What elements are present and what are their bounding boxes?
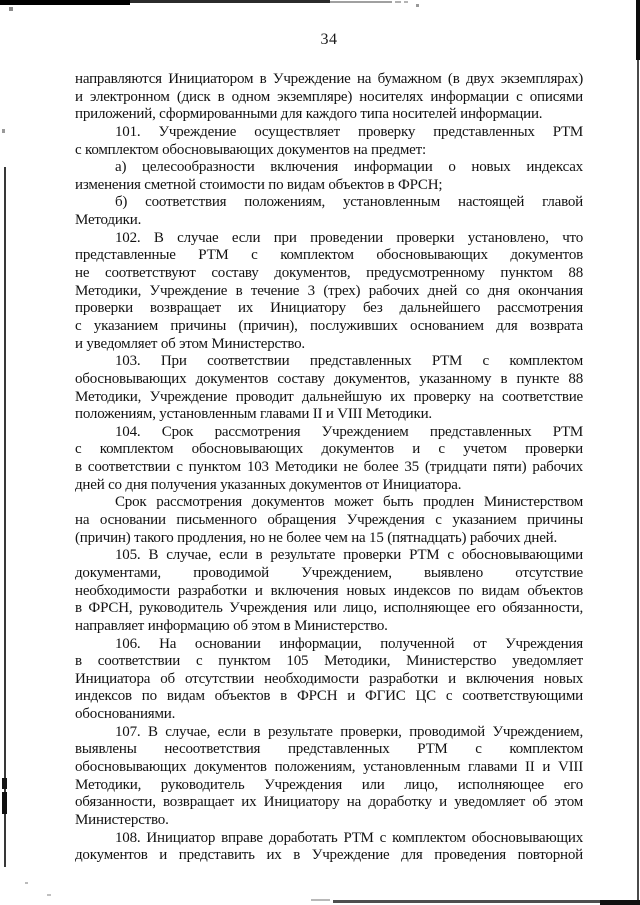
text-line: Министерство. bbox=[75, 811, 169, 828]
text-line: необходимости разработки и включения новых индексов по видам объектов bbox=[75, 582, 583, 599]
text-line: не соответствуют составу документов, предусмотренному пунктом 88 bbox=[75, 265, 583, 282]
text-line: (причин) такого продления, но не более чем на 15 (пятнадцать) рабочих дней. bbox=[75, 529, 558, 546]
paragraph bbox=[75, 71, 583, 124]
paragraph bbox=[75, 494, 583, 547]
paragraph bbox=[75, 353, 583, 424]
text-line: обосновывающих документов положениям, установленным главами II и VIII bbox=[75, 758, 583, 775]
scan-artifact-right-edge bbox=[637, 60, 639, 905]
text-line: в соответствии с пунктом 103 Методики не более 35 (тридцати пяти) рабочих bbox=[75, 459, 583, 476]
scan-artifact-speck bbox=[25, 882, 28, 884]
text-line: б) соответствия положениям, установленным настоящей главой bbox=[115, 194, 583, 211]
text-line: 105. В случае, если в результате проверки РТМ с обосновывающими bbox=[115, 547, 583, 564]
text-line: с указанием причины (причин), послуживших основанием для возврата bbox=[75, 317, 583, 334]
text-line: обосновывающих документов составу документов, указанному в пункте 88 bbox=[75, 370, 583, 387]
text-line: и электронном (диск в одном экземпляре) носителях информации с описями bbox=[75, 88, 583, 105]
text-line: Методики, Учреждение проводит дальнейшую их проверку на соответствие bbox=[75, 388, 583, 405]
scan-artifact-left-edge bbox=[4, 167, 6, 867]
scan-artifact-left-edge bbox=[2, 778, 7, 789]
scan-artifact-top-edge bbox=[130, 0, 330, 3]
text-line: 107. В случае, если в результате проверки, проводимой Учреждением, bbox=[115, 723, 583, 740]
text-line: направляет информацию об этом в Министерство. bbox=[75, 617, 388, 634]
scan-artifact-speck bbox=[416, 4, 419, 7]
text-line: Методики, Учреждение в течение 3 (трех) рабочих дней со дня окончания bbox=[75, 282, 583, 299]
text-line: с комплектом обосновывающих документов и с учетом проверки bbox=[75, 441, 583, 458]
text-line: 101. Учреждение осуществляет проверку представленных РТМ bbox=[115, 123, 583, 140]
paragraph bbox=[75, 424, 583, 495]
text-line: приложений, сформированными для каждого типа носителей информации. bbox=[75, 106, 543, 123]
scan-artifact-left-edge bbox=[2, 792, 7, 814]
paragraph bbox=[75, 830, 583, 865]
text-line: документов и представить их в Учреждение для проведения повторной bbox=[75, 847, 583, 864]
scan-artifact-speck bbox=[2, 129, 5, 133]
scan-artifact-bottom-edge bbox=[333, 900, 623, 903]
text-line: 104. Срок рассмотрения Учреждением представленных РТМ bbox=[115, 423, 583, 440]
text-line: в соответствии с пунктом 105 Методики, Министерство уведомляет bbox=[75, 653, 583, 670]
scan-artifact-top-edge bbox=[330, 1, 392, 3]
text-line: Методики, руководитель Учреждения или лицо, исполняющее его bbox=[75, 776, 583, 793]
text-line: направляются Инициатором в Учреждение на бумажном (в двух экземплярах) bbox=[75, 71, 583, 87]
scan-artifact-top-edge bbox=[404, 1, 408, 3]
paragraph bbox=[75, 230, 583, 353]
text-line: дней со дня получения указанных документов от Инициатора. bbox=[75, 476, 462, 493]
scan-artifact-top-edge bbox=[0, 0, 130, 5]
paragraph bbox=[75, 159, 583, 194]
paragraph bbox=[75, 124, 583, 159]
text-line: Срок рассмотрения документов может быть продлен Министерством bbox=[115, 494, 583, 511]
text-line: с комплектом обосновывающих документов на предмет: bbox=[75, 141, 426, 158]
text-line: Инициатора об отсутствии необходимости разработки и включения новых bbox=[75, 670, 583, 687]
scan-artifact-bottom-edge bbox=[311, 899, 330, 901]
text-line: на основании письменного обращения Учреждения с указанием причины bbox=[75, 512, 583, 529]
text-body bbox=[75, 71, 583, 865]
text-line: 102. В случае если при проведении проверки установлено, что bbox=[115, 229, 583, 246]
paragraph bbox=[75, 194, 583, 229]
paragraph bbox=[75, 724, 583, 830]
text-line: документами, проводимой Учреждением, выявлено отсутствие bbox=[75, 564, 583, 581]
scan-artifact-speck bbox=[47, 894, 51, 896]
text-line: 103. При соответствии представленных РТМ с комплектом bbox=[115, 353, 583, 370]
text-line: в ФРСН, руководитель Учреждения или лицо, исполняющее его обязанности, bbox=[75, 600, 583, 617]
scan-artifact-bottom-edge bbox=[600, 900, 640, 905]
text-line: изменения сметной стоимости по видам объектов в ФРСН; bbox=[75, 176, 443, 193]
text-line: выявлены несоответствия представленных РТМ с комплектом bbox=[75, 741, 583, 758]
text-line: индексов по видам объектов в ФРСН и ФГИС ЦС с соответствующими bbox=[75, 688, 583, 705]
scan-artifact-right-edge bbox=[636, 0, 640, 60]
text-line: 108. Инициатор вправе доработать РТМ с комплектом обосновывающих bbox=[115, 829, 583, 846]
text-line: положениям, установленным главами II и VIII Методики. bbox=[75, 406, 432, 423]
text-line: Методики. bbox=[75, 212, 142, 229]
text-line: а) целесообразности включения информации о новых индексах bbox=[115, 159, 583, 176]
text-line: представленные РТМ с комплектом обосновывающих документов bbox=[75, 247, 583, 264]
text-line: проверки возвращает их Инициатору без дальнейшего рассмотрения bbox=[75, 300, 583, 317]
text-line: 106. На основании информации, полученной от Учреждения bbox=[115, 635, 583, 652]
text-line: и уведомляет об этом Министерство. bbox=[75, 335, 305, 352]
text-line: обязанности, возвращает их Инициатору на доработку и уведомляет об этом bbox=[75, 794, 583, 811]
text-line: обоснованиями. bbox=[75, 706, 176, 723]
scan-artifact-speck bbox=[9, 7, 13, 11]
paragraph bbox=[75, 636, 583, 724]
paragraph bbox=[75, 547, 583, 635]
scan-artifact-top-edge bbox=[395, 1, 401, 3]
page-number: 34 bbox=[320, 31, 338, 48]
